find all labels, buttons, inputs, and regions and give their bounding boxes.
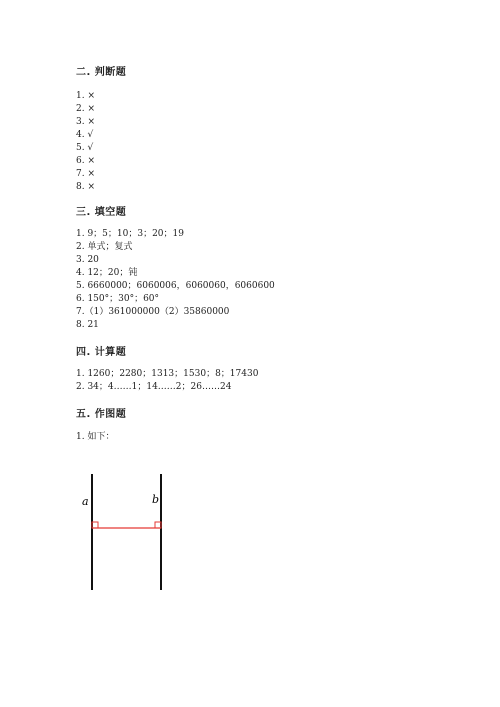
- section-title-judge: 二. 判断题: [76, 67, 127, 78]
- draw-item-1: 1. 如下：: [76, 432, 115, 442]
- judge-item-8: 8. ×: [76, 182, 95, 192]
- fill-item-1: 1. 9；5；10；3；20；19: [76, 229, 184, 239]
- judge-item-6: 6. ×: [76, 156, 95, 166]
- section-title-calc: 四. 计算题: [76, 347, 127, 358]
- parallel-lines-figure: [76, 466, 186, 600]
- fill-item-3: 3. 20: [76, 255, 99, 265]
- fill-item-8: 8. 21: [76, 320, 99, 330]
- judge-item-5: 5. √: [76, 143, 94, 153]
- fill-item-6: 6. 150°；30°；60°: [76, 294, 160, 304]
- judge-item-1: 1. ×: [76, 91, 95, 101]
- fill-item-7: 7.（1）361000000（2）35860000: [76, 307, 230, 317]
- section-title-draw: 五. 作图题: [76, 409, 127, 420]
- judge-item-4: 4. √: [76, 130, 94, 140]
- fill-item-4: 4. 12；20；钝: [76, 268, 138, 278]
- fill-item-2: 2. 单式；复式: [76, 242, 133, 252]
- calc-item-1: 1. 1260；2280；1313；1530；8；17430: [76, 369, 259, 379]
- calc-item-2: 2. 34；4……1；14……2；26……24: [76, 382, 232, 392]
- section-title-fill: 三. 填空题: [76, 207, 127, 218]
- fill-item-5: 5. 6660000；6060006，6060060，6060600: [76, 281, 275, 291]
- parallel-lines-diagram: [76, 466, 186, 596]
- judge-item-2: 2. ×: [76, 104, 95, 114]
- label-b: b: [152, 493, 160, 506]
- label-a: a: [82, 495, 89, 508]
- judge-item-7: 7. ×: [76, 169, 95, 179]
- judge-item-3: 3. ×: [76, 117, 95, 127]
